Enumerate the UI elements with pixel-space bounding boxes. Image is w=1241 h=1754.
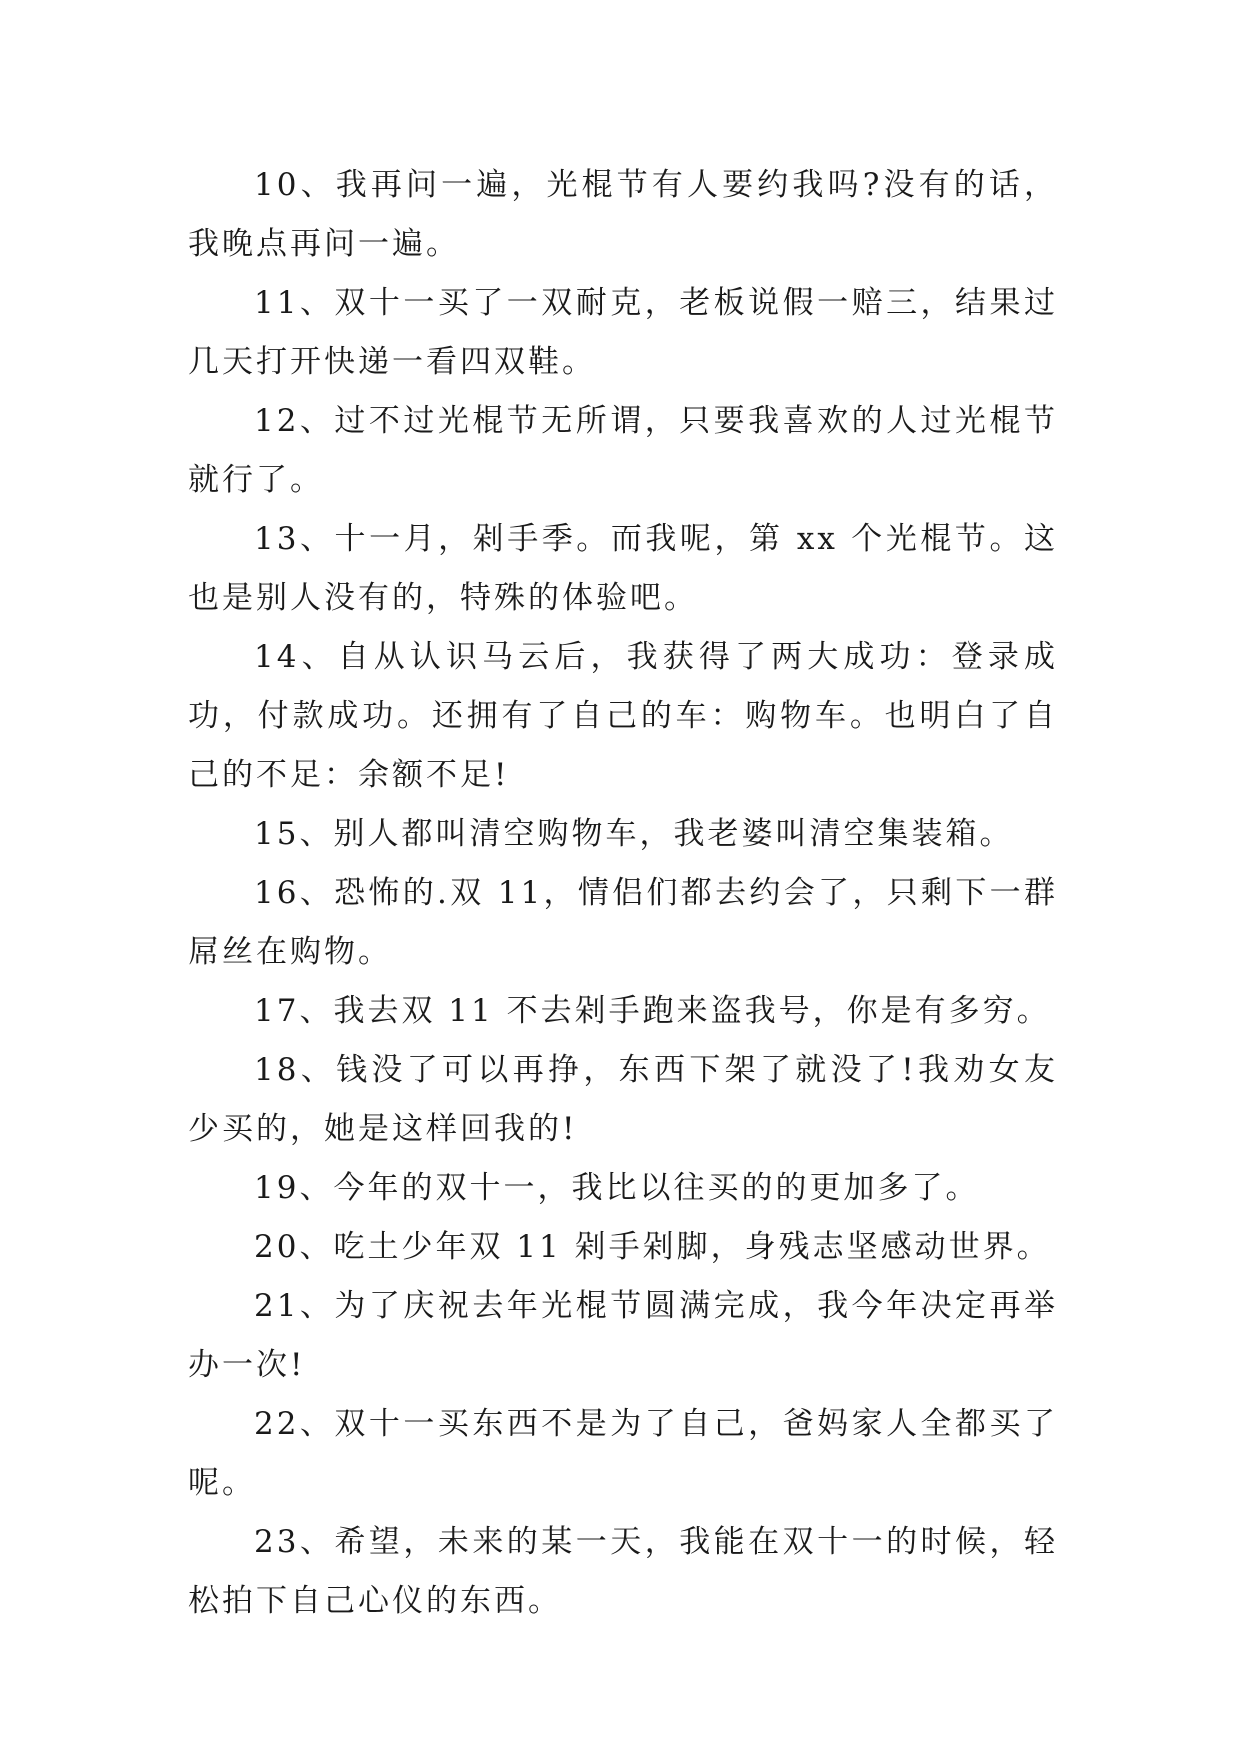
paragraph-22: 22、双十一买东西不是为了自己，爸妈家人全都买了呢。 bbox=[188, 1406, 1058, 1501]
document-body bbox=[188, 156, 1058, 1631]
paragraph-19: 19、今年的双十一，我比以往买的的更加多了。 bbox=[254, 1170, 980, 1206]
paragraph-13: 13、十一月，剁手季。而我呢，第 xx 个光棍节。这也是别人没有的，特殊的体验吧。 bbox=[188, 521, 1058, 616]
paragraph-23: 23、希望，未来的某一天，我能在双十一的时候，轻松拍下自己心仪的东西。 bbox=[188, 1524, 1058, 1619]
paragraph-15: 15、别人都叫清空购物车，我老婆叫清空集装箱。 bbox=[254, 816, 1014, 852]
paragraph-20: 20、吃土少年双 11 剁手剁脚，身残志坚感动世界。 bbox=[254, 1229, 1051, 1265]
paragraph-10: 10、我再问一遍，光棍节有人要约我吗?没有的话，我晚点再问一遍。 bbox=[188, 167, 1058, 262]
paragraph-18: 18、钱没了可以再挣，东西下架了就没了!我劝女友少买的，她是这样回我的! bbox=[188, 1052, 1058, 1147]
paragraph-14: 14、自从认识马云后，我获得了两大成功：登录成功，付款成功。还拥有了自己的车：购物车。也明白了自己的不足：余额不足! bbox=[188, 639, 1058, 793]
paragraph-17: 17、我去双 11 不去剁手跑来盗我号，你是有多穷。 bbox=[254, 993, 1051, 1029]
paragraph-12: 12、过不过光棍节无所谓，只要我喜欢的人过光棍节就行了。 bbox=[188, 403, 1058, 498]
paragraph-11: 11、双十一买了一双耐克，老板说假一赔三，结果过几天打开快递一看四双鞋。 bbox=[188, 285, 1058, 380]
paragraph-16: 16、恐怖的.双 11，情侣们都去约会了，只剩下一群屌丝在购物。 bbox=[188, 875, 1058, 970]
paragraph-21: 21、为了庆祝去年光棍节圆满完成，我今年决定再举办一次! bbox=[188, 1288, 1058, 1383]
